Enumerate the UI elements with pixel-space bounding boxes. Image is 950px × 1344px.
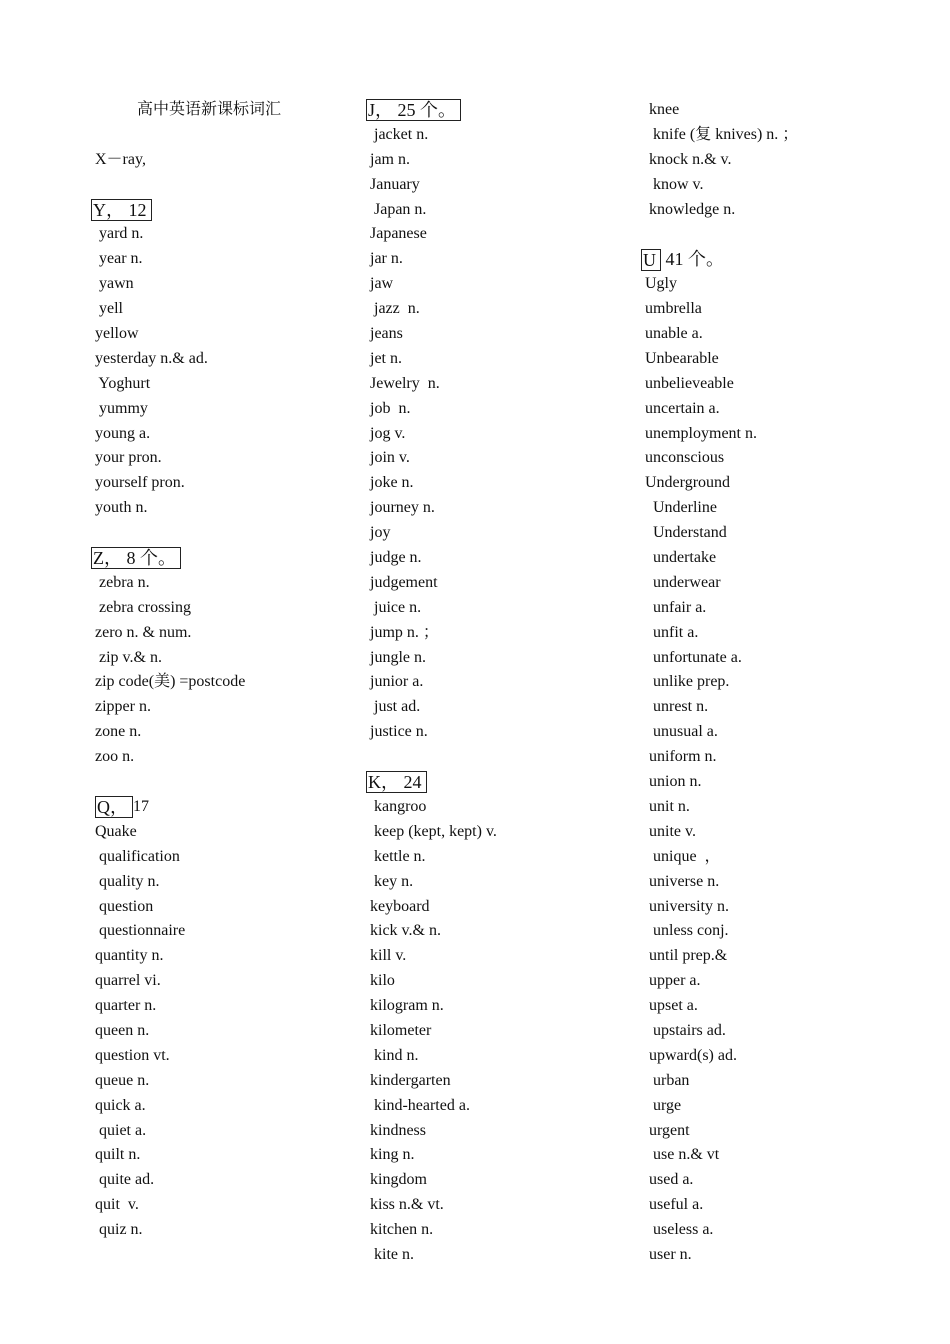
word-entry: January [370, 175, 420, 193]
word-entry: kitchen n. [370, 1221, 434, 1239]
word-entry: kite n. [370, 1245, 414, 1263]
word-entry: unusual a. [645, 723, 718, 741]
word-entry: kill v. [370, 947, 407, 965]
word-entry: zone n. [95, 723, 142, 741]
word-entry: kindness [370, 1121, 426, 1139]
word-entry: juice n. [370, 598, 422, 616]
word-entry: zebra n. [95, 573, 150, 591]
word-entry: quarrel vi. [95, 972, 161, 990]
section-header-j [366, 98, 631, 123]
word-entry: Japanese [370, 225, 427, 243]
section-header-z [91, 546, 351, 571]
word-entry: unconscious [645, 449, 725, 467]
word-entry: knock n.& v. [645, 150, 732, 168]
word-entry: university n. [645, 897, 729, 915]
word-entry: quit v. [95, 1196, 139, 1214]
word-entry: zip v.& n. [95, 648, 162, 666]
column-1 [91, 98, 351, 1243]
word-entry: unit n. [645, 797, 690, 815]
word-entry: kilogram n. [370, 997, 444, 1015]
word-entry: justice n. [370, 723, 428, 741]
section-header-k [366, 770, 631, 795]
word-entry: knife (复 knives) n. ； [645, 125, 799, 143]
word-entry: useful a. [645, 1196, 704, 1214]
word-entry: unemployment n. [645, 424, 757, 442]
section-k-continued-words [641, 98, 931, 222]
word-entry: key n. [370, 872, 414, 890]
word-entry: kind-hearted a. [370, 1096, 470, 1114]
word-entry: quick a. [95, 1096, 146, 1114]
word-entry: jungle n. [370, 648, 426, 666]
word-entry: unfortunate a. [645, 648, 742, 666]
word-entry: queue n. [95, 1071, 150, 1089]
word-entry: jazz n. [370, 300, 420, 318]
word-entry: Japan n. [370, 200, 427, 218]
word-entry: useless a. [645, 1221, 714, 1239]
section-j-words [366, 123, 631, 745]
word-entry: upstairs ad. [645, 1021, 726, 1039]
word-entry: zero n. & num. [95, 623, 192, 641]
word-entry: zebra crossing [95, 598, 191, 616]
word-entry: young a. [95, 424, 151, 442]
word-entry: knowledge n. [645, 200, 736, 218]
word-entry: quarter n. [95, 997, 157, 1015]
word-entry: union n. [645, 773, 702, 791]
word-entry: jaw [370, 275, 394, 293]
word-entry: yawn [95, 275, 134, 293]
word-entry: unrest n. [645, 698, 709, 716]
word-entry: quilt n. [95, 1146, 141, 1164]
word-entry: quiz n. [95, 1221, 143, 1239]
section-q-words [91, 820, 351, 1243]
word-entry: underwear [645, 573, 721, 591]
section-letter-box: Y， 12 [91, 199, 152, 221]
word-entry: jacket n. [370, 125, 429, 143]
word-entry: unable a. [645, 325, 703, 343]
word-entry: kilometer [370, 1021, 432, 1039]
section-letter-box: J， 25 个。 [366, 99, 461, 121]
word-entry: Ugly [645, 275, 677, 293]
word-entry: yourself pron. [95, 474, 185, 492]
word-entry: Yoghurt [95, 374, 151, 392]
word-entry: job n. [370, 399, 411, 417]
word-entry: join v. [370, 449, 410, 467]
word-entry: kangroo [370, 797, 427, 815]
word-entry: kingdom [370, 1171, 427, 1189]
word-entry: uncertain a. [645, 399, 720, 417]
section-k-words [366, 795, 631, 1268]
word-entry: yellow [95, 325, 139, 343]
word-entry: know v. [645, 175, 704, 193]
word-entry: queen n. [95, 1021, 150, 1039]
word-entry: judge n. [370, 549, 422, 567]
word-entry: question [95, 897, 154, 915]
word-entry: unique ， [645, 847, 721, 865]
word-entry: umbrella [645, 300, 702, 318]
word-entry: uniform n. [645, 748, 717, 766]
word-entry: questionnaire [95, 922, 186, 940]
word-entry: kiss n.& vt. [370, 1196, 444, 1214]
word-entry: kind n. [370, 1046, 419, 1064]
section-header-q [91, 795, 351, 820]
word-entry: unlike prep. [645, 673, 730, 691]
section-letter-box: K， 24 [366, 771, 427, 793]
word-entry: Unbearable [645, 349, 719, 367]
word-entry: unfit a. [645, 623, 699, 641]
word-entry: kindergarten [370, 1071, 451, 1089]
word-entry: joke n. [370, 474, 414, 492]
word-entry: kilo [370, 972, 395, 990]
section-letter-box: Q， [95, 796, 133, 818]
word-entry: zip code(美) =postcode [95, 673, 246, 691]
word-entry: urge [645, 1096, 682, 1114]
word-entry: kick v.& n. [370, 922, 441, 940]
word-entry: quite ad. [95, 1171, 155, 1189]
word-entry: universe n. [645, 872, 720, 890]
word-entry: X－ray, [95, 150, 146, 168]
word-entry: king n. [370, 1146, 415, 1164]
word-entry: yell [95, 300, 123, 318]
word-entry: keyboard [370, 897, 430, 915]
word-entry: just ad. [370, 698, 421, 716]
word-entry: unless conj. [645, 922, 729, 940]
page-title: 高中英语新课标词汇 [137, 101, 282, 118]
word-entry: Underground [645, 474, 731, 492]
word-entry: yard n. [95, 225, 144, 243]
word-entry: until prep.& [645, 947, 728, 965]
word-entry: unbelieveable [645, 374, 734, 392]
section-header-y [91, 198, 351, 223]
word-entry: joy [370, 524, 391, 542]
word-entry: junior a. [370, 673, 424, 691]
word-entry: kettle n. [370, 847, 426, 865]
word-entry: quality n. [95, 872, 160, 890]
word-entry: upward(s) ad. [645, 1046, 737, 1064]
word-entry: Underline [645, 499, 717, 517]
section-count: 17 [133, 797, 149, 815]
word-entry: yesterday n.& ad. [95, 349, 208, 367]
word-entry: jump n. ； [370, 623, 439, 641]
word-entry: knee [645, 101, 680, 118]
word-entry: unfair a. [645, 598, 707, 616]
word-entry: journey n. [370, 499, 435, 517]
word-entry: jar n. [370, 250, 403, 268]
word-entry: judgement [370, 573, 438, 591]
word-entry: upper a. [645, 972, 701, 990]
word-entry: yummy [95, 399, 148, 417]
word-entry: jam n. [370, 150, 410, 168]
word-entry: zoo n. [95, 748, 135, 766]
column-3 [641, 98, 931, 1268]
word-entry: jet n. [370, 349, 402, 367]
word-entry: jog v. [370, 424, 406, 442]
section-header-u [641, 247, 931, 272]
word-entry: undertake [645, 549, 717, 567]
word-entry: jeans [370, 325, 403, 343]
word-entry: your pron. [95, 449, 162, 467]
word-entry: qualification [95, 847, 180, 865]
word-entry: used a. [645, 1171, 694, 1189]
word-entry: urgent [645, 1121, 690, 1139]
word-entry: quiet a. [95, 1121, 147, 1139]
word-entry: urban [645, 1071, 690, 1089]
word-entry: keep (kept, kept) v. [370, 822, 497, 840]
section-z-words [91, 571, 351, 770]
word-entry: year n. [95, 250, 143, 268]
section-y-words [91, 222, 351, 521]
word-entry: upset a. [645, 997, 698, 1015]
word-entry: user n. [645, 1245, 692, 1263]
section-count: 41 个。 [661, 249, 724, 270]
section-u-words [641, 272, 931, 1268]
section-letter-box: U [641, 249, 661, 271]
word-entry: use n.& vt [645, 1146, 720, 1164]
word-entry: quantity n. [95, 947, 164, 965]
word-entry: Quake [95, 822, 137, 840]
column-2 [366, 98, 631, 1268]
word-entry: Understand [645, 524, 727, 542]
word-entry: question vt. [95, 1046, 170, 1064]
word-entry: Jewelry n. [370, 374, 440, 392]
word-entry: youth n. [95, 499, 148, 517]
section-letter-box: Z， 8 个。 [91, 547, 181, 569]
word-entry: zipper n. [95, 698, 151, 716]
word-entry: unite v. [645, 822, 696, 840]
